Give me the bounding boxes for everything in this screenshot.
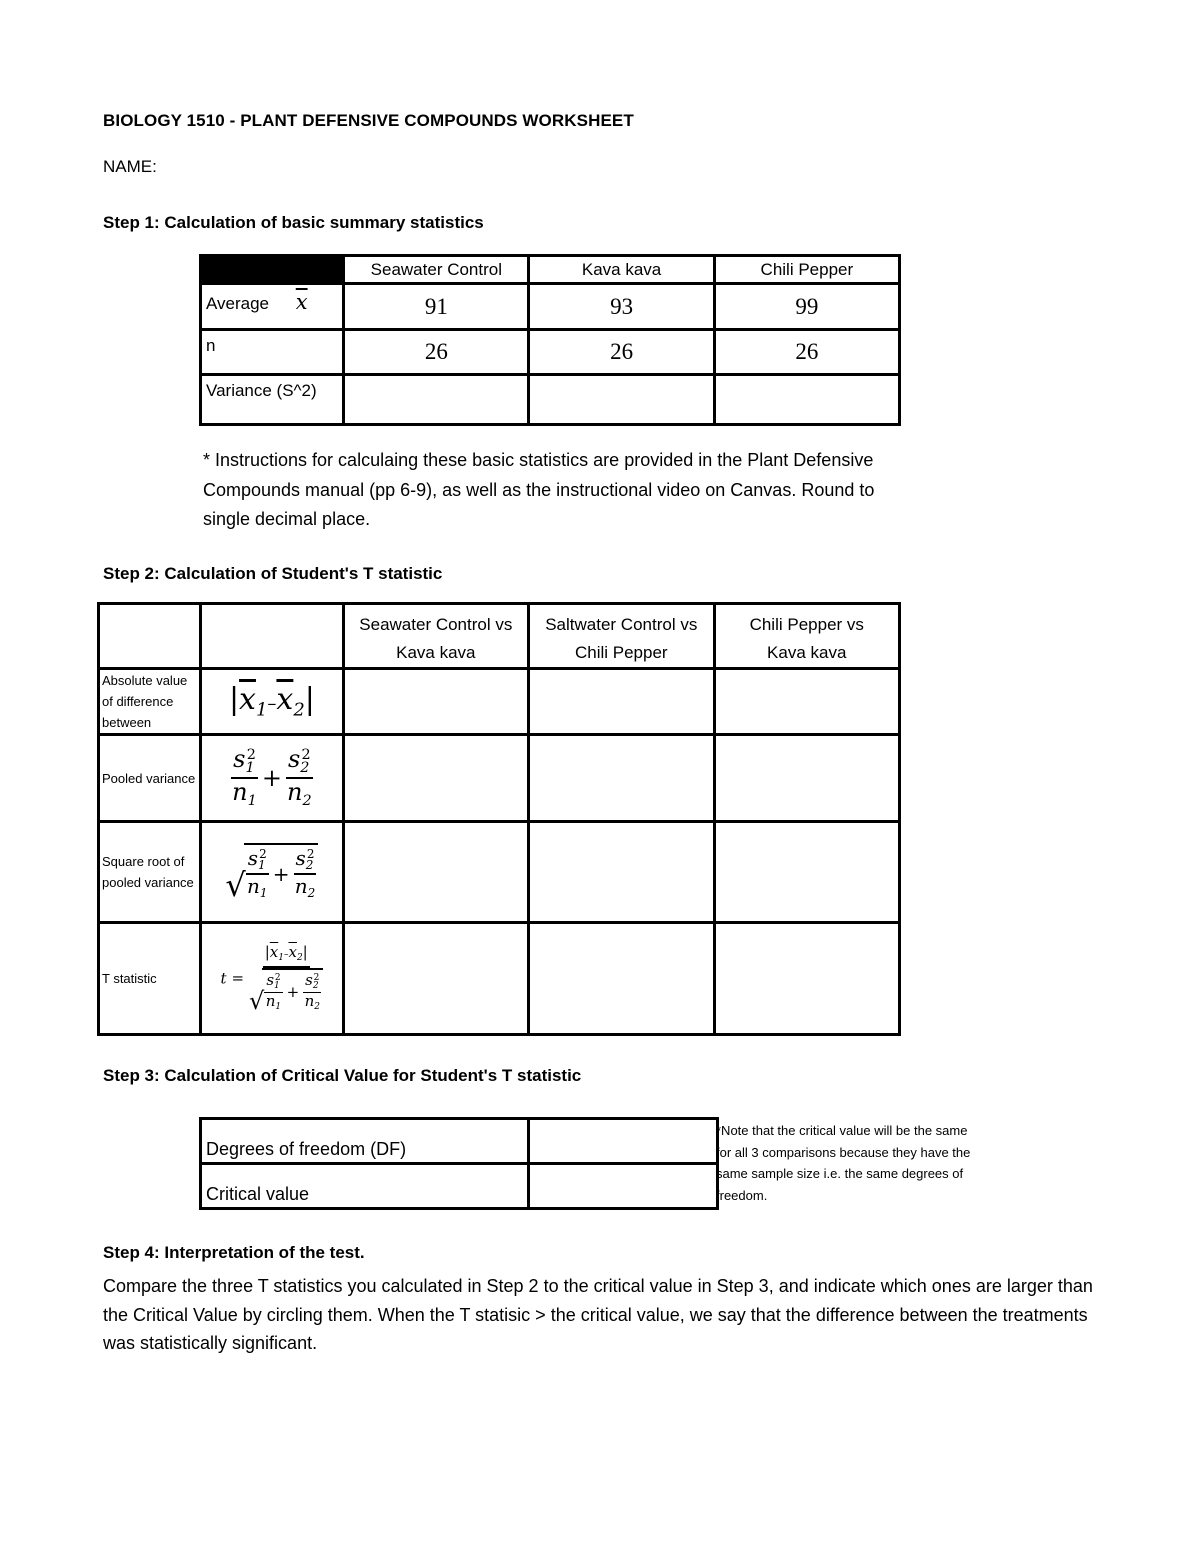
answer-cell[interactable] [714, 735, 900, 822]
row-label: Variance (S^2) [201, 375, 344, 425]
critical-value-table [199, 1117, 719, 1210]
column-header: Chili Pepper [714, 256, 899, 284]
table-row [201, 330, 900, 375]
t-statistic-formula: t = $|\overline{x}_1-\overline{x}_2|$ √ $\frac{s_1^2}{n_1}$ + $\frac{s_2^2}{n_2}$ [201, 923, 343, 1035]
step3-heading: Step 3: Calculation of Critical Value for Student's T statistic [103, 1066, 582, 1085]
answer-cell[interactable] [529, 1119, 718, 1164]
abs-difference-formula: $|\overline{x}_1-\overline{x}_2|$ [201, 669, 343, 735]
row-label: Absolute value of difference between [99, 669, 201, 735]
value-cell[interactable]: 93 [529, 284, 714, 330]
value-cell[interactable]: 26 [714, 330, 899, 375]
pooled-variance-formula: $\frac{s_1^2}{n_1}$ + $\frac{s_2^2}{n_2}$ [201, 735, 343, 822]
answer-cell[interactable] [529, 1164, 718, 1209]
row-label-average [201, 284, 344, 330]
header-blank-cell [201, 604, 343, 669]
table-row [201, 375, 900, 425]
value-cell[interactable] [714, 375, 899, 425]
table-header-row [99, 604, 900, 669]
row-label: Degrees of freedom (DF) [201, 1119, 529, 1164]
answer-cell[interactable] [343, 923, 528, 1035]
column-header: Seawater Control [344, 256, 529, 284]
table-row [99, 822, 900, 923]
value-cell[interactable] [344, 375, 529, 425]
sqrt-pooled-variance-formula: √ $\frac{s_1^2}{n_1}$ + $\frac{s_2^2}{n_2}$ [201, 822, 343, 923]
table-row [201, 1119, 718, 1164]
step1-note: * Instructions for calculaing these basic statistics are provided in the Plant Defensive Compounds manual (pp 6-9), as well as the instructional video on Canvas. Round to single decimal place. [203, 450, 875, 529]
row-label: n [201, 330, 344, 375]
step1-heading: Step 1: Calculation of basic summary statistics [103, 213, 484, 232]
column-header-line: Chili Pepper [574, 643, 668, 662]
worksheet-title: BIOLOGY 1510 - PLANT DEFENSIVE COMPOUNDS WORKSHEET [103, 111, 634, 130]
step2-heading: Step 2: Calculation of Student's T statistic [103, 564, 443, 583]
value-cell[interactable] [529, 375, 714, 425]
answer-cell[interactable] [714, 923, 900, 1035]
answer-cell[interactable] [529, 669, 714, 735]
step4-text: Compare the three T statistics you calculated in Step 2 to the critical value in Step 3, and indicate which ones are larger than the Critical Value by circling them. When the T statisic > the critical value, we say that the difference between the treatments was statistically significant. [103, 1276, 1093, 1353]
header-blank-cell [99, 604, 201, 669]
answer-cell[interactable] [714, 822, 900, 923]
column-header [714, 604, 900, 669]
table-row [99, 735, 900, 822]
value-cell[interactable]: 26 [529, 330, 714, 375]
column-header-line: Saltwater Control vs [545, 615, 698, 634]
x-bar-symbol: $\overline{x}$ [295, 290, 308, 314]
answer-cell[interactable] [343, 669, 528, 735]
column-header-line: Seawater Control vs [359, 615, 513, 634]
table-row [201, 1164, 718, 1209]
value-cell[interactable]: 91 [344, 284, 529, 330]
column-header-line: Kava kava [396, 643, 476, 662]
table-row [99, 923, 900, 1035]
answer-cell[interactable] [529, 735, 714, 822]
value-cell[interactable]: 99 [714, 284, 899, 330]
row-label: Average [206, 294, 270, 313]
table-header-row [201, 256, 900, 284]
row-label: Square root of pooled variance [99, 822, 201, 923]
answer-cell[interactable] [529, 822, 714, 923]
answer-cell[interactable] [714, 669, 900, 735]
row-label: T statistic [99, 923, 201, 1035]
summary-statistics-table [199, 254, 901, 426]
column-header-line: Chili Pepper vs [749, 615, 864, 634]
step3-note: *Note that the critical value will be the same for all 3 comparisons because they have the same sample size i.e. the same degrees of freedom. [716, 1123, 971, 1203]
row-label: Critical value [201, 1164, 529, 1209]
value-cell[interactable]: 26 [344, 330, 529, 375]
table-row [99, 669, 900, 735]
t-statistic-table [97, 602, 901, 1036]
step4-heading: Step 4: Interpretation of the test. [103, 1243, 365, 1262]
column-header: Kava kava [529, 256, 714, 284]
table-row [201, 284, 900, 330]
column-header [529, 604, 714, 669]
column-header-line: Kava kava [767, 643, 847, 662]
row-label: Pooled variance [99, 735, 201, 822]
column-header [343, 604, 528, 669]
answer-cell[interactable] [343, 735, 528, 822]
name-label: NAME: [103, 157, 157, 176]
answer-cell[interactable] [529, 923, 714, 1035]
answer-cell[interactable] [343, 822, 528, 923]
header-blank-cell [201, 256, 344, 284]
